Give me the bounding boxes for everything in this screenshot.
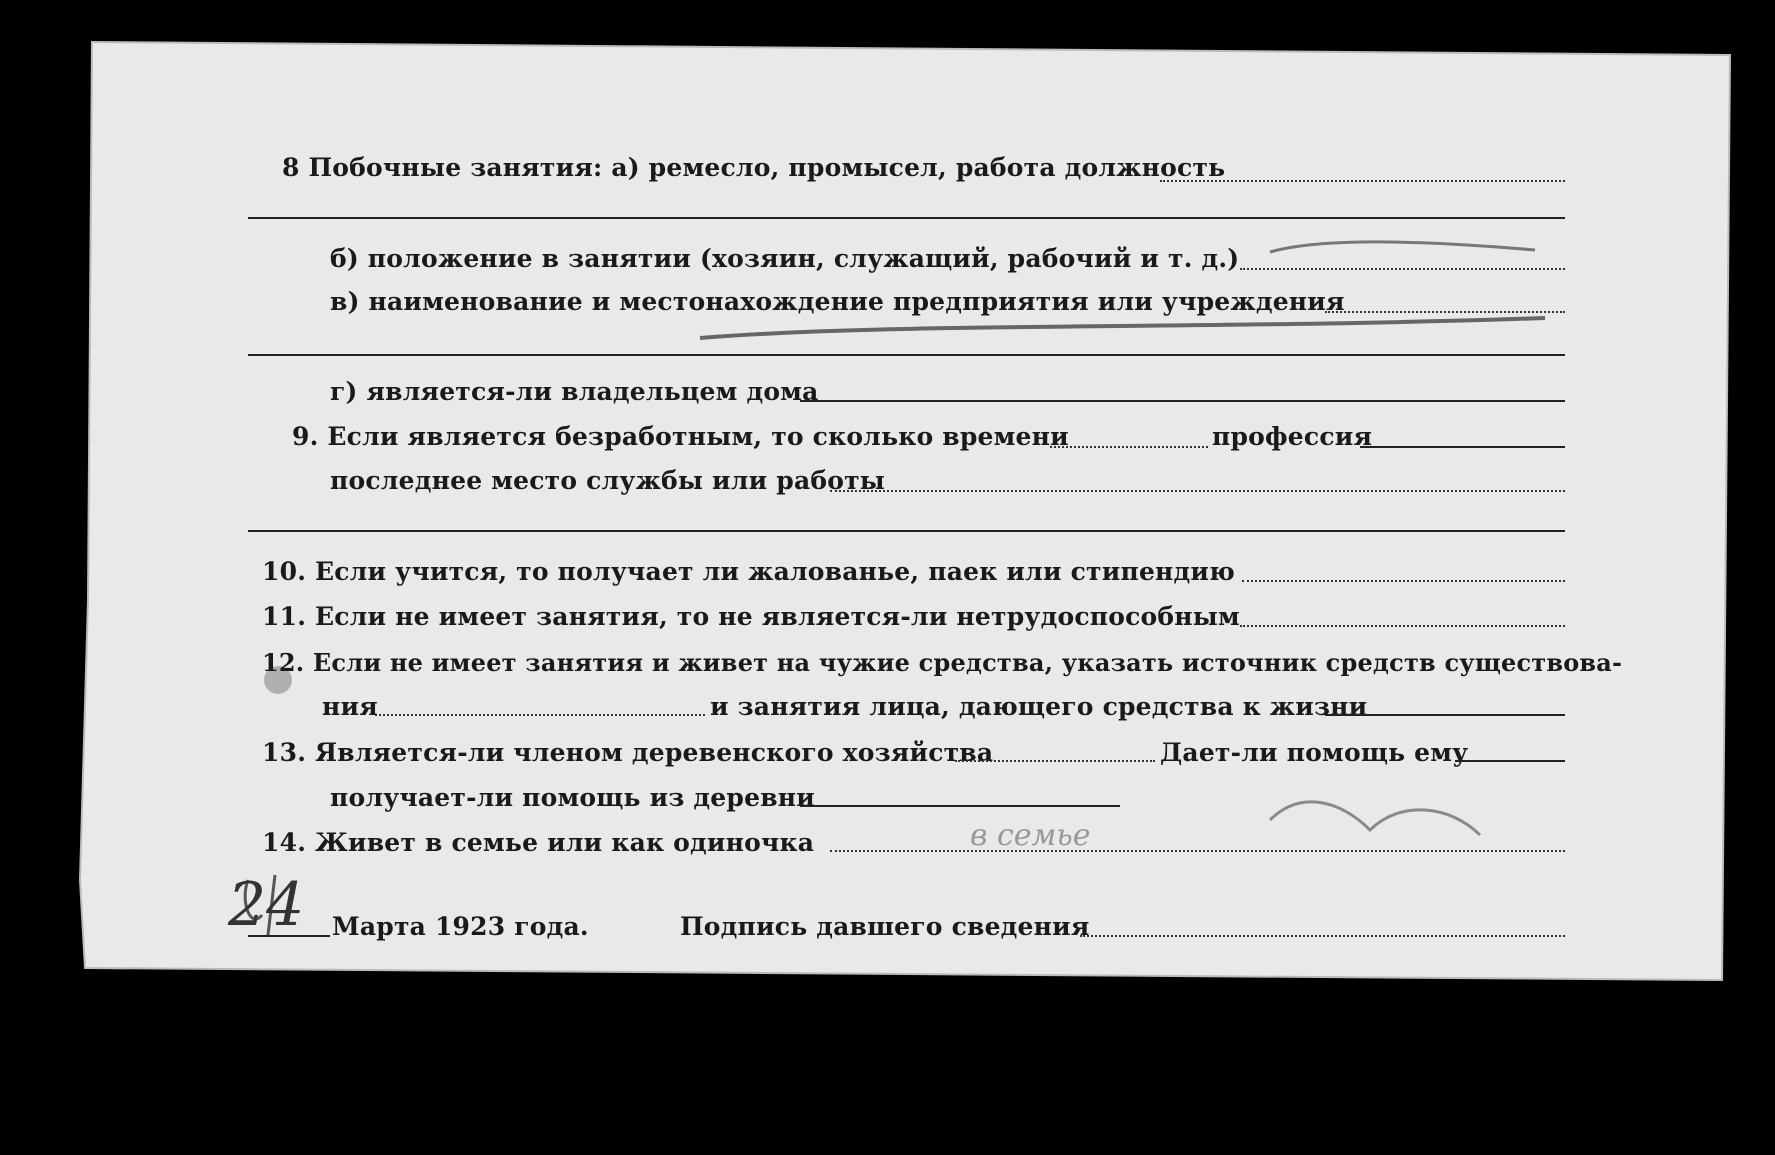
- fill-line: [1242, 580, 1565, 582]
- signature-fill-line: [1080, 935, 1565, 937]
- item9-line1b: профессия: [1212, 422, 1373, 451]
- item10: 10. Если учится, то получает ли жалованье, паек или стипендию: [262, 557, 1235, 586]
- handwritten-day: 24: [228, 870, 305, 940]
- fill-line: [1325, 311, 1565, 313]
- item8-intro: 8 Побочные занятия: а) ремесло, промысел, работа должность: [282, 153, 1226, 182]
- item9-line1a: 9. Если является безработным, то сколько времени: [292, 422, 1069, 451]
- rule-line: [248, 354, 1565, 356]
- fill-line: [1050, 446, 1208, 448]
- fill-line: [1455, 760, 1565, 762]
- item8-b: б) положение в занятии (хозяин, служащий, рабочий и т. д.): [330, 244, 1240, 273]
- fill-line: [375, 714, 705, 716]
- item12-line2a: ния: [322, 692, 378, 721]
- item13-line2: получает-ли помощь из деревни: [330, 783, 815, 812]
- item8-c: в) наименование и местонахождение предприятия или учреждения: [330, 287, 1345, 316]
- item13-line1b: Дает-ли помощь ему: [1160, 738, 1469, 767]
- item11: 11. Если не имеет занятия, то не является-ли нетрудоспособным: [262, 602, 1240, 631]
- fill-line: [1325, 714, 1565, 716]
- fill-line: [800, 805, 1120, 807]
- handwritten-family: в семье: [970, 818, 1091, 853]
- fill-line: [1360, 446, 1565, 448]
- item8-d: г) является-ли владельцем дома: [330, 377, 819, 406]
- fill-line: [1240, 625, 1565, 627]
- item9-line2: последнее место службы или работы: [330, 466, 886, 495]
- item14: 14. Живет в семье или как одиночка: [262, 828, 815, 857]
- fill-line: [830, 850, 1565, 852]
- item12-line1: 12. Если не имеет занятия и живет на чужие средства, указать источник средств существова-: [262, 648, 1623, 677]
- item12-line2b: и занятия лица, дающего средства к жизни: [710, 692, 1368, 721]
- fill-line: [830, 490, 1565, 492]
- fill-line: [1240, 268, 1565, 270]
- rule-line: [248, 217, 1565, 219]
- footer-signature-label: Подпись давшего сведения: [680, 912, 1090, 941]
- fill-line: [955, 760, 1155, 762]
- footer-date: Марта 1923 года.: [332, 912, 589, 941]
- rule-line: [248, 530, 1565, 532]
- fill-line: [800, 400, 1565, 402]
- item13-line1a: 13. Является-ли членом деревенского хозяйства: [262, 738, 994, 767]
- fill-line: [1160, 180, 1565, 182]
